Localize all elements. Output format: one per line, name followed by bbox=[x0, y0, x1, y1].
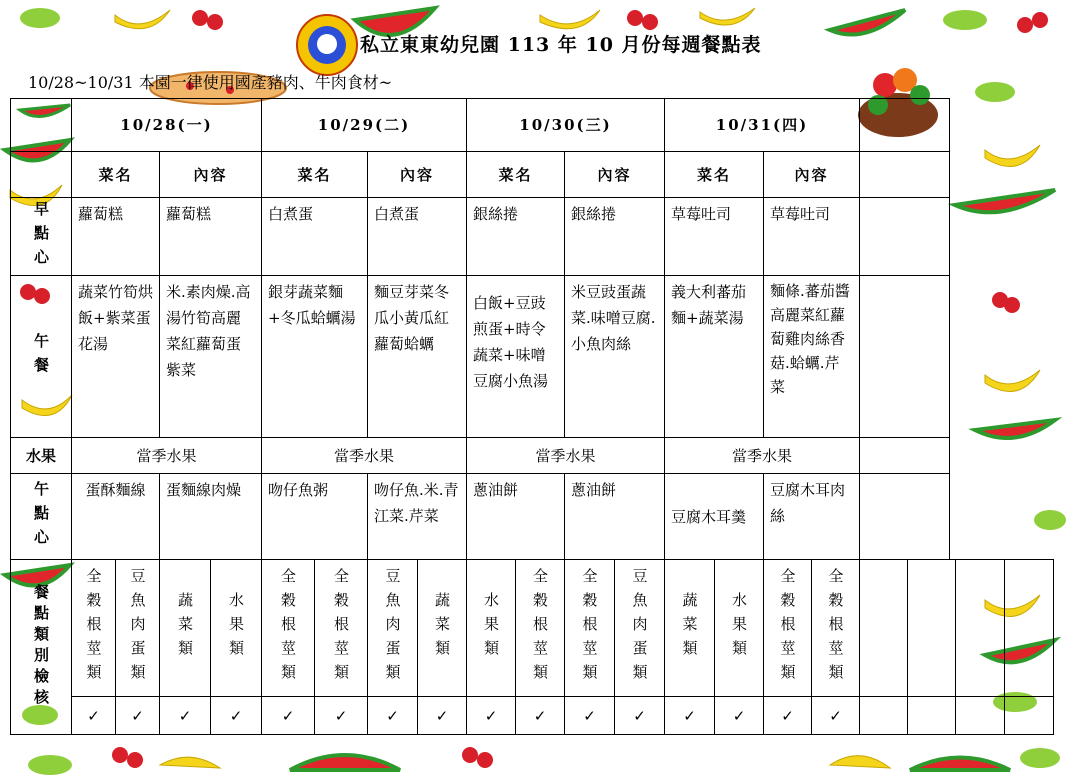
check-mark: ✓ bbox=[262, 697, 315, 735]
fruit-cell: 當季水果 bbox=[72, 438, 262, 474]
afternoon-cell: 吻仔魚粥 bbox=[262, 474, 368, 560]
content-label: 內容 bbox=[764, 152, 860, 198]
lunch-cell: 白飯+豆豉煎蛋+時令蔬菜+味噌豆腐小魚湯 bbox=[467, 276, 565, 438]
fruit-cell: 當季水果 bbox=[665, 438, 860, 474]
breakfast-cell: 草莓吐司 bbox=[665, 198, 764, 276]
food-group-cell: 全穀根莖類 bbox=[279, 568, 297, 688]
lunch-cell: 麵豆芽菜冬瓜小黃瓜紅蘿蔔蛤蠣 bbox=[368, 276, 467, 438]
content-label: 內容 bbox=[565, 152, 665, 198]
check-mark: ✓ bbox=[715, 697, 764, 735]
food-group-cell: 全穀根莖類 bbox=[778, 568, 797, 688]
lunch-label: 午餐 bbox=[32, 332, 50, 381]
afternoon-cell: 蔥油餅 bbox=[565, 474, 665, 560]
afternoon-label: 午點心 bbox=[32, 480, 50, 553]
week-note: 10/28~10/31 本園一律使用國產豬肉、牛肉食材~ bbox=[28, 73, 393, 92]
check-mark: ✓ bbox=[615, 697, 665, 735]
food-group-cell: 全穀根莖類 bbox=[84, 568, 103, 688]
check-mark: ✓ bbox=[665, 697, 715, 735]
content-label: 內容 bbox=[160, 152, 262, 198]
afternoon-cell: 豆腐木耳肉絲 bbox=[764, 474, 860, 560]
page-title: 私立東東幼兒園 113 年 10 月份每週餐點表 bbox=[360, 34, 762, 56]
check-mark: ✓ bbox=[160, 697, 211, 735]
day-header: 10/30(三) bbox=[467, 99, 665, 152]
breakfast-cell: 蘿蔔糕 bbox=[72, 198, 160, 276]
day-header: 10/28(一) bbox=[72, 99, 262, 152]
breakfast-label: 早點心 bbox=[32, 200, 50, 273]
food-group-row bbox=[11, 560, 1054, 697]
breakfast-row bbox=[11, 198, 1048, 276]
dish-label: 菜名 bbox=[467, 152, 565, 198]
lunch-cell: 米豆豉蛋蔬菜.味噌豆腐.小魚肉絲 bbox=[565, 276, 665, 438]
check-mark: ✓ bbox=[315, 697, 368, 735]
breakfast-cell: 銀絲捲 bbox=[565, 198, 665, 276]
fruit-row bbox=[11, 438, 1048, 474]
check-mark: ✓ bbox=[116, 697, 160, 735]
check-mark: ✓ bbox=[764, 697, 812, 735]
date-header-row bbox=[11, 99, 1048, 152]
check-mark: ✓ bbox=[418, 697, 467, 735]
check-mark: ✓ bbox=[211, 697, 262, 735]
afternoon-cell: 吻仔魚.米.青江菜.芹菜 bbox=[368, 474, 467, 560]
food-group-cell: 全穀根莖類 bbox=[580, 568, 599, 688]
food-group-cell: 全穀根莖類 bbox=[332, 568, 350, 688]
food-group-cell: 蔬菜類 bbox=[680, 592, 699, 664]
day-header: 10/31(四) bbox=[665, 99, 860, 152]
breakfast-cell: 白煮蛋 bbox=[262, 198, 368, 276]
content-label: 內容 bbox=[368, 152, 467, 198]
breakfast-cell: 草莓吐司 bbox=[764, 198, 860, 276]
dish-label: 菜名 bbox=[262, 152, 368, 198]
check-mark bbox=[860, 697, 908, 735]
food-group-cell: 水果類 bbox=[730, 592, 748, 664]
check-mark bbox=[956, 697, 1005, 735]
breakfast-cell: 蘿蔔糕 bbox=[160, 198, 262, 276]
food-group-cell: 蔬菜類 bbox=[433, 592, 451, 664]
lunch-row bbox=[11, 276, 1048, 438]
dish-label: 菜名 bbox=[665, 152, 764, 198]
check-mark: ✓ bbox=[368, 697, 418, 735]
food-group-cell: 豆魚肉蛋類 bbox=[383, 568, 402, 688]
check-mark: ✓ bbox=[72, 697, 116, 735]
check-mark: ✓ bbox=[516, 697, 565, 735]
breakfast-cell: 銀絲捲 bbox=[467, 198, 565, 276]
check-mark bbox=[1005, 697, 1054, 735]
fruit-label: 水果 bbox=[11, 438, 72, 474]
kindergarten-logo bbox=[296, 14, 358, 76]
check-mark bbox=[908, 697, 956, 735]
lunch-cell: 米.素肉燥.高湯竹筍高麗菜紅蘿蔔蛋紫菜 bbox=[160, 276, 262, 438]
lunch-cell: 麵條.蕃茄醬高麗菜紅蘿蔔雞肉絲香菇.蛤蠣.芹菜 bbox=[764, 276, 860, 438]
fruit-cell: 當季水果 bbox=[467, 438, 665, 474]
food-group-cell: 水果類 bbox=[482, 592, 500, 664]
food-group-cell: 全穀根莖類 bbox=[826, 568, 845, 688]
check-mark: ✓ bbox=[812, 697, 860, 735]
lunch-cell: 蔬菜竹筍烘飯+紫菜蛋花湯 bbox=[72, 276, 160, 438]
afternoon-cell: 蛋酥麵線 bbox=[72, 474, 160, 560]
food-group-cell: 蔬菜類 bbox=[176, 592, 194, 664]
lunch-cell: 義大利蕃茄麵+蔬菜湯 bbox=[665, 276, 764, 438]
food-group-cell: 豆魚肉蛋類 bbox=[128, 568, 147, 688]
breakfast-cell: 白煮蛋 bbox=[368, 198, 467, 276]
afternoon-cell: 蔥油餅 bbox=[467, 474, 565, 560]
afternoon-cell: 豆腐木耳羹 bbox=[665, 474, 764, 560]
check-mark: ✓ bbox=[565, 697, 615, 735]
afternoon-snack-row bbox=[11, 474, 1048, 560]
column-label-row bbox=[11, 152, 1048, 198]
fruit-cell: 當季水果 bbox=[262, 438, 467, 474]
afternoon-cell: 蛋麵線肉燥 bbox=[160, 474, 262, 560]
check-mark: ✓ bbox=[467, 697, 516, 735]
food-group-label: 餐點類別檢核 bbox=[32, 584, 50, 710]
day-header: 10/29(二) bbox=[262, 99, 467, 152]
weekly-menu-table bbox=[10, 98, 1048, 560]
food-group-cell: 水果類 bbox=[227, 592, 245, 664]
food-group-check-table bbox=[10, 559, 1054, 735]
check-row bbox=[11, 697, 1054, 735]
food-group-cell: 豆魚肉蛋類 bbox=[630, 568, 649, 688]
dish-label: 菜名 bbox=[72, 152, 160, 198]
lunch-cell: 銀芽蔬菜麵+冬瓜蛤蠣湯 bbox=[262, 276, 368, 438]
food-group-cell: 全穀根莖類 bbox=[531, 568, 549, 688]
